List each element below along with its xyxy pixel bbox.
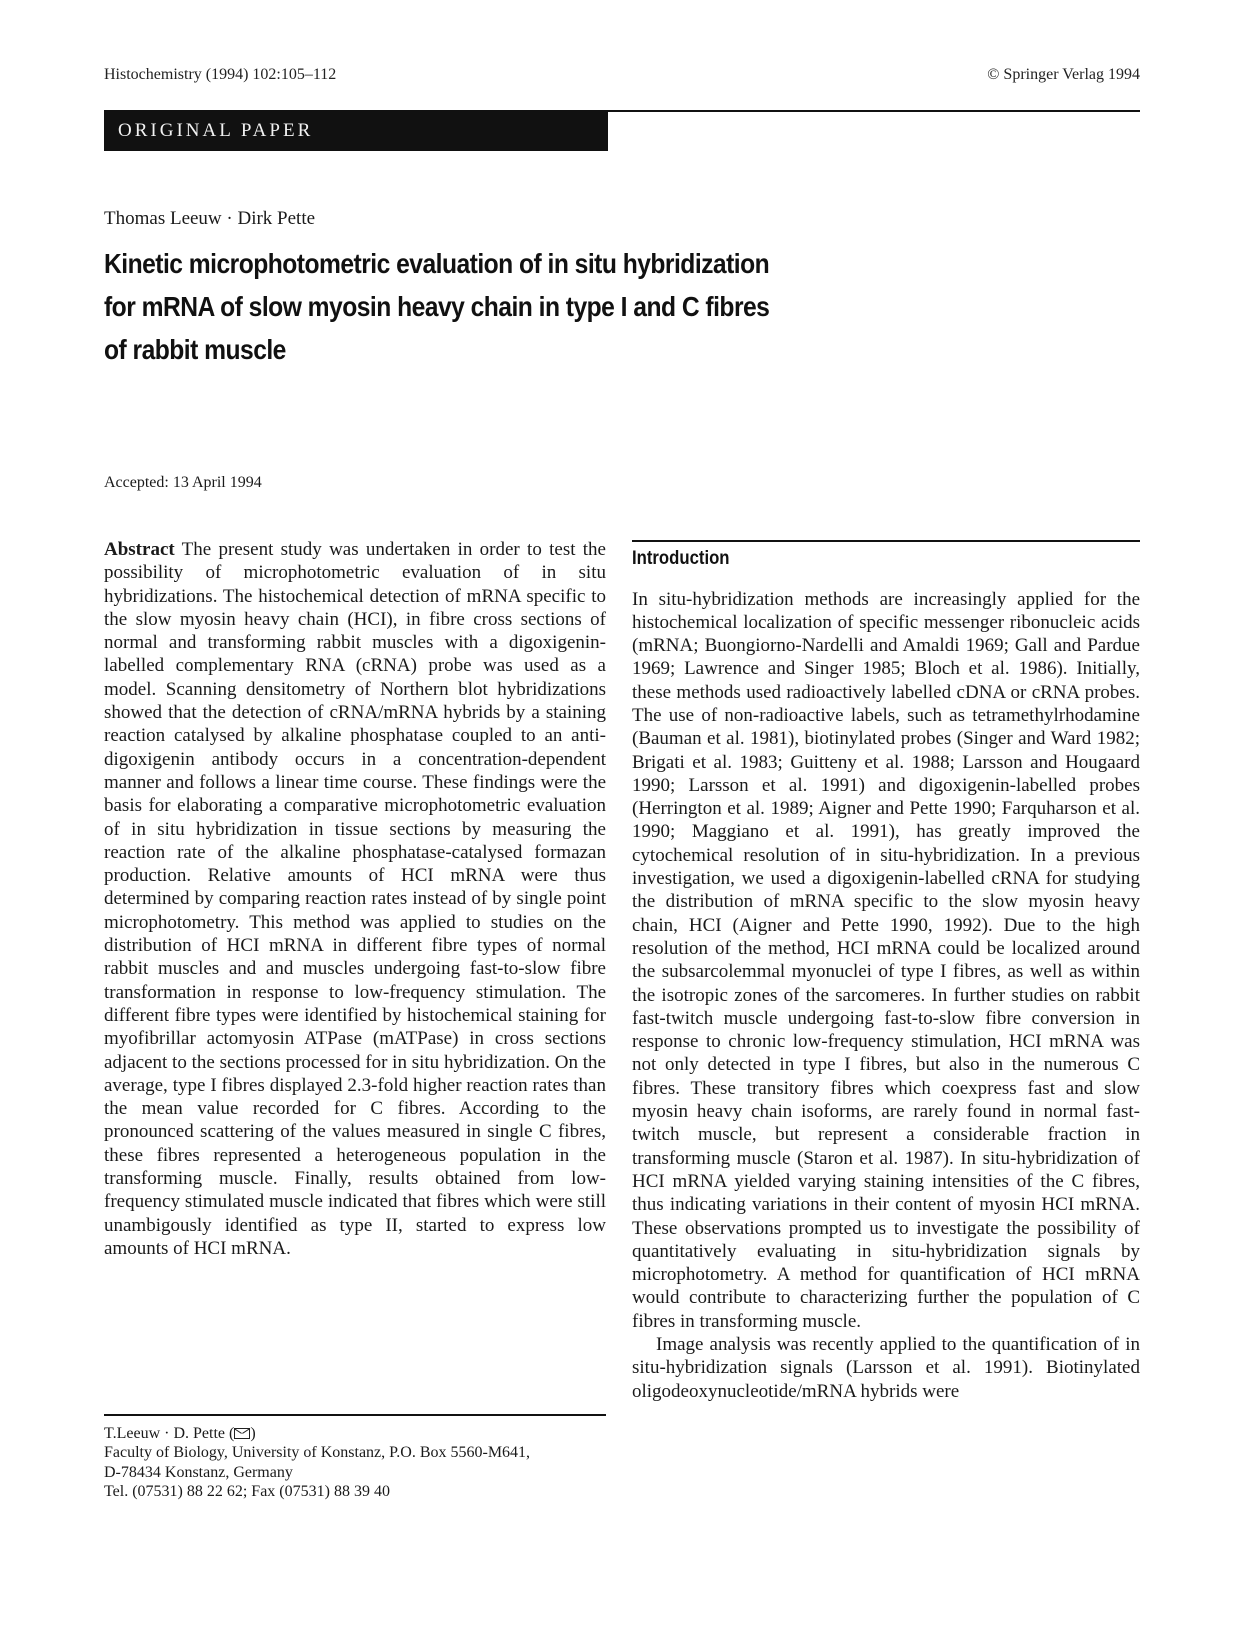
left-column (104, 538, 606, 1260)
affiliation-footnote (104, 1414, 606, 1502)
running-head-left: Histochemistry (1994) 102:105–112 (104, 66, 337, 83)
accepted-date: Accepted: 13 April 1994 (104, 474, 262, 491)
banner-rule (608, 110, 1140, 112)
section-rule (632, 540, 1140, 542)
title-line-3: of rabbit muscle (104, 334, 286, 365)
introduction-heading: Introduction (632, 547, 730, 569)
article-title (104, 242, 896, 371)
introduction-paragraph-2: Image analysis was recently applied to the quantification of in situ-hybridization signals (Larsson et al. 1991). Biotinylated oligodeoxynucleotide/mRNA hybrids were (632, 1334, 1140, 1402)
affiliation-names: T.Leeuw · D. Pette (104, 1424, 225, 1442)
abstract-label: Abstract (104, 539, 175, 560)
abstract (104, 538, 606, 1260)
affiliation-city: D-78434 Konstanz, Germany (104, 1463, 293, 1481)
abstract-text: The present study was undertaken in order to test the possibility of microphotometric evaluation of in situ hybridizations. The histochemical detection of mRNA specific to the slow myosin heavy chain (HCI), in fibre cross sections of normal and transforming rabbit muscles with a digoxigenin-labelled complementary RNA (cRNA) probe was used as a model. Scanning densitometry of Northern blot hybridizations showed that the detection of cRNA/mRNA hybrids by a staining reaction catalysed by alkaline phosphatase coupled to an anti-digoxigenin antibody occurs in a concentration-dependent manner and follows a linear time course. These findings were the basis for elaborating a comparative microphotometric evaluation of in situ hybridization in tissue sections by measuring the reaction rate of the alkaline phosphatase-catalysed formazan production. Relative amounts of HCI mRNA were thus determined by comparing reaction rates instead of by single point microphotometry. This method was applied to studies on the distribution of HCI mRNA in different fibre types of normal rabbit muscles and and muscles undergoing fast-to-slow fibre transformation in response to low-frequency stimulation. The different fibre types were identified by histochemical staining for myofibrillar actomyosin ATPase (mATPase) in cross sections adjacent to the sections processed for in situ hybridization. On the average, type I fibres displayed 2.3-fold higher reaction rates than the mean value recorded for C fibres. According to the pronounced scattering of the values measured in single C fibres, these fibres represented a heterogeneous population in the transforming muscle. Finally, results obtained from low-frequency stimulated muscle indicated that fibres which were still unambigously identified as type II, started to express low amounts of HCI mRNA. (104, 539, 606, 1259)
title-line-1: Kinetic microphotometric evaluation of in situ hybridization (104, 248, 770, 279)
running-head-right: © Springer Verlag 1994 (987, 66, 1140, 83)
author-list: Thomas Leeuw · Dirk Pette (104, 208, 316, 229)
mail-icon (234, 1428, 250, 1439)
affiliation-phone: Tel. (07531) 88 22 62; Fax (07531) 88 39 40 (104, 1483, 390, 1500)
article-type-banner: ORIGINAL PAPER (104, 110, 608, 151)
right-column (632, 538, 1140, 1403)
introduction-paragraph-1: In situ-hybridization methods are increasingly applied for the histochemical localization of specific messenger ribonucleic acids (mRNA; Buongiorno-Nardelli and Amaldi 1969; Gall and Pardue 1969; Lawrence and Singer 1985; Bloch et al. 1986). Initially, these methods used radioactively labelled cDNA or cRNA probes. The use of non-radioactive labels, such as tetramethylrhodamine (Bauman et al. 1981), biotinylated probes (Singer and Ward 1982; Brigati et al. 1983; Guitteny et al. 1988; Larsson and Hougaard 1990; Larsson et al. 1991) and digoxigenin-labelled probes (Herrington et al. 1989; Aigner and Pette 1990; Farquharson et al. 1990; Maggiano et al. 1991), has greatly improved the cytochemical resolution of in situ-hybridization. In a previous investigation, we used a digoxigenin-labelled cRNA for studying the distribution of mRNA specific to the slow myosin heavy chain, HCI (Aigner and Pette 1990, 1992). Due to the high resolution of the method, HCI mRNA could be localized around the subsarcolemmal myonuclei of type I fibres, as well as within the isotropic zones of the sarcomeres. In further studies on rabbit fast-twitch muscle undergoing fast-to-slow fibre conversion in response to chronic low-frequency stimulation, HCI mRNA was not only detected in type I fibres, but also in the numerous C fibres. These transitory fibres which coexpress fast and slow myosin heavy chain isoforms, are rarely found in normal fast-twitch muscle, but represent a considerable fraction in transforming muscle (Staron et al. 1987). In situ-hybridization of HCI mRNA yielded varying staining intensities of the C fibres, thus indicating variations in their content of myosin HCI mRNA. These observations prompted us to investigate the possibility of quantitatively evaluating in situ-hybridization signals by microphotometry. A method for quantification of HCI mRNA would contribute to characterizing further the population of C fibres in transforming muscle. (632, 588, 1140, 1332)
title-line-2: for mRNA of slow myosin heavy chain in type I and C fibres (104, 291, 770, 322)
affiliation-address: Faculty of Biology, University of Konstanz, P.O. Box 5560-M641, (104, 1444, 531, 1461)
footnote-rule (104, 1414, 606, 1416)
affiliation-names-line: T.Leeuw · D. Pette ( ) (104, 1424, 256, 1442)
